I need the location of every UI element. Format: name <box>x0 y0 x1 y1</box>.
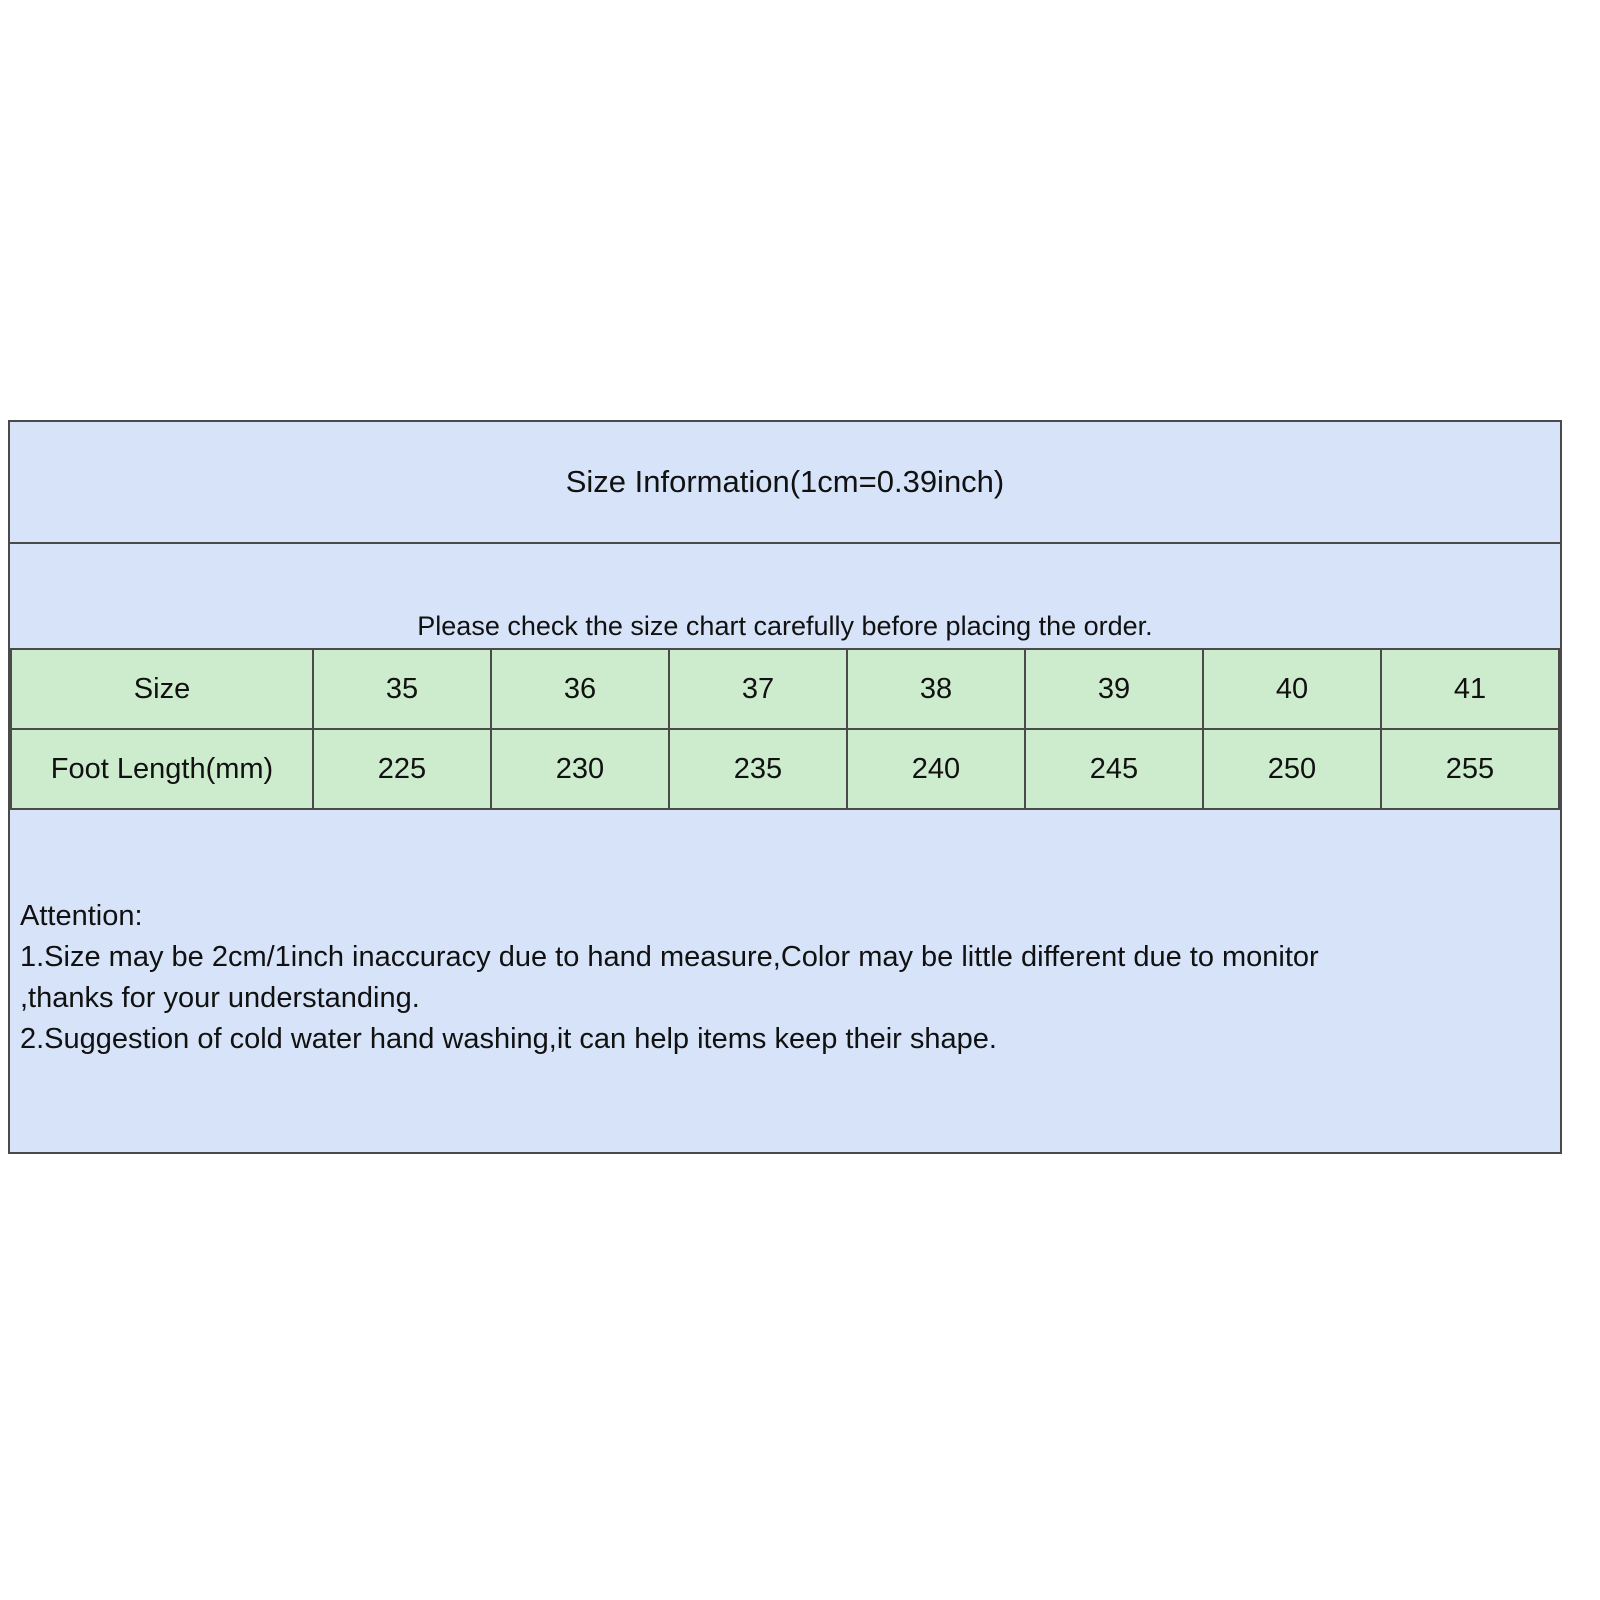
size-cell: 38 <box>847 649 1025 729</box>
foot-length-cell: 255 <box>1381 729 1559 809</box>
row-label-size: Size <box>11 649 313 729</box>
attention-line: 2.Suggestion of cold water hand washing,it can help items keep their shape. <box>20 1023 997 1055</box>
size-cell: 35 <box>313 649 491 729</box>
foot-length-cell: 250 <box>1203 729 1381 809</box>
size-cell: 40 <box>1203 649 1381 729</box>
size-cell: 36 <box>491 649 669 729</box>
panel-title-row <box>10 422 1560 544</box>
size-table <box>10 648 1560 810</box>
foot-length-cell: 230 <box>491 729 669 809</box>
size-cell: 37 <box>669 649 847 729</box>
foot-length-cell: 245 <box>1025 729 1203 809</box>
size-information-panel <box>8 420 1562 1154</box>
attention-line: ,thanks for your understanding. <box>20 982 420 1014</box>
size-cell: 41 <box>1381 649 1559 729</box>
attention-section <box>10 810 1560 1152</box>
foot-length-cell: 235 <box>669 729 847 809</box>
size-cell: 39 <box>1025 649 1203 729</box>
foot-length-cell: 225 <box>313 729 491 809</box>
attention-line: 1.Size may be 2cm/1inch inaccuracy due to hand measure,Color may be little different due to monitor <box>20 941 1319 973</box>
page-title: Size Information(1cm=0.39inch) <box>565 464 1005 499</box>
row-label-foot-length: Foot Length(mm) <box>11 729 313 809</box>
size-chart-note: Please check the size chart carefully before placing the order. <box>417 611 1153 641</box>
table-row <box>11 649 1559 729</box>
foot-length-cell: 240 <box>847 729 1025 809</box>
panel-note-row <box>10 544 1560 648</box>
attention-heading: Attention: <box>20 900 143 932</box>
table-row <box>11 729 1559 809</box>
